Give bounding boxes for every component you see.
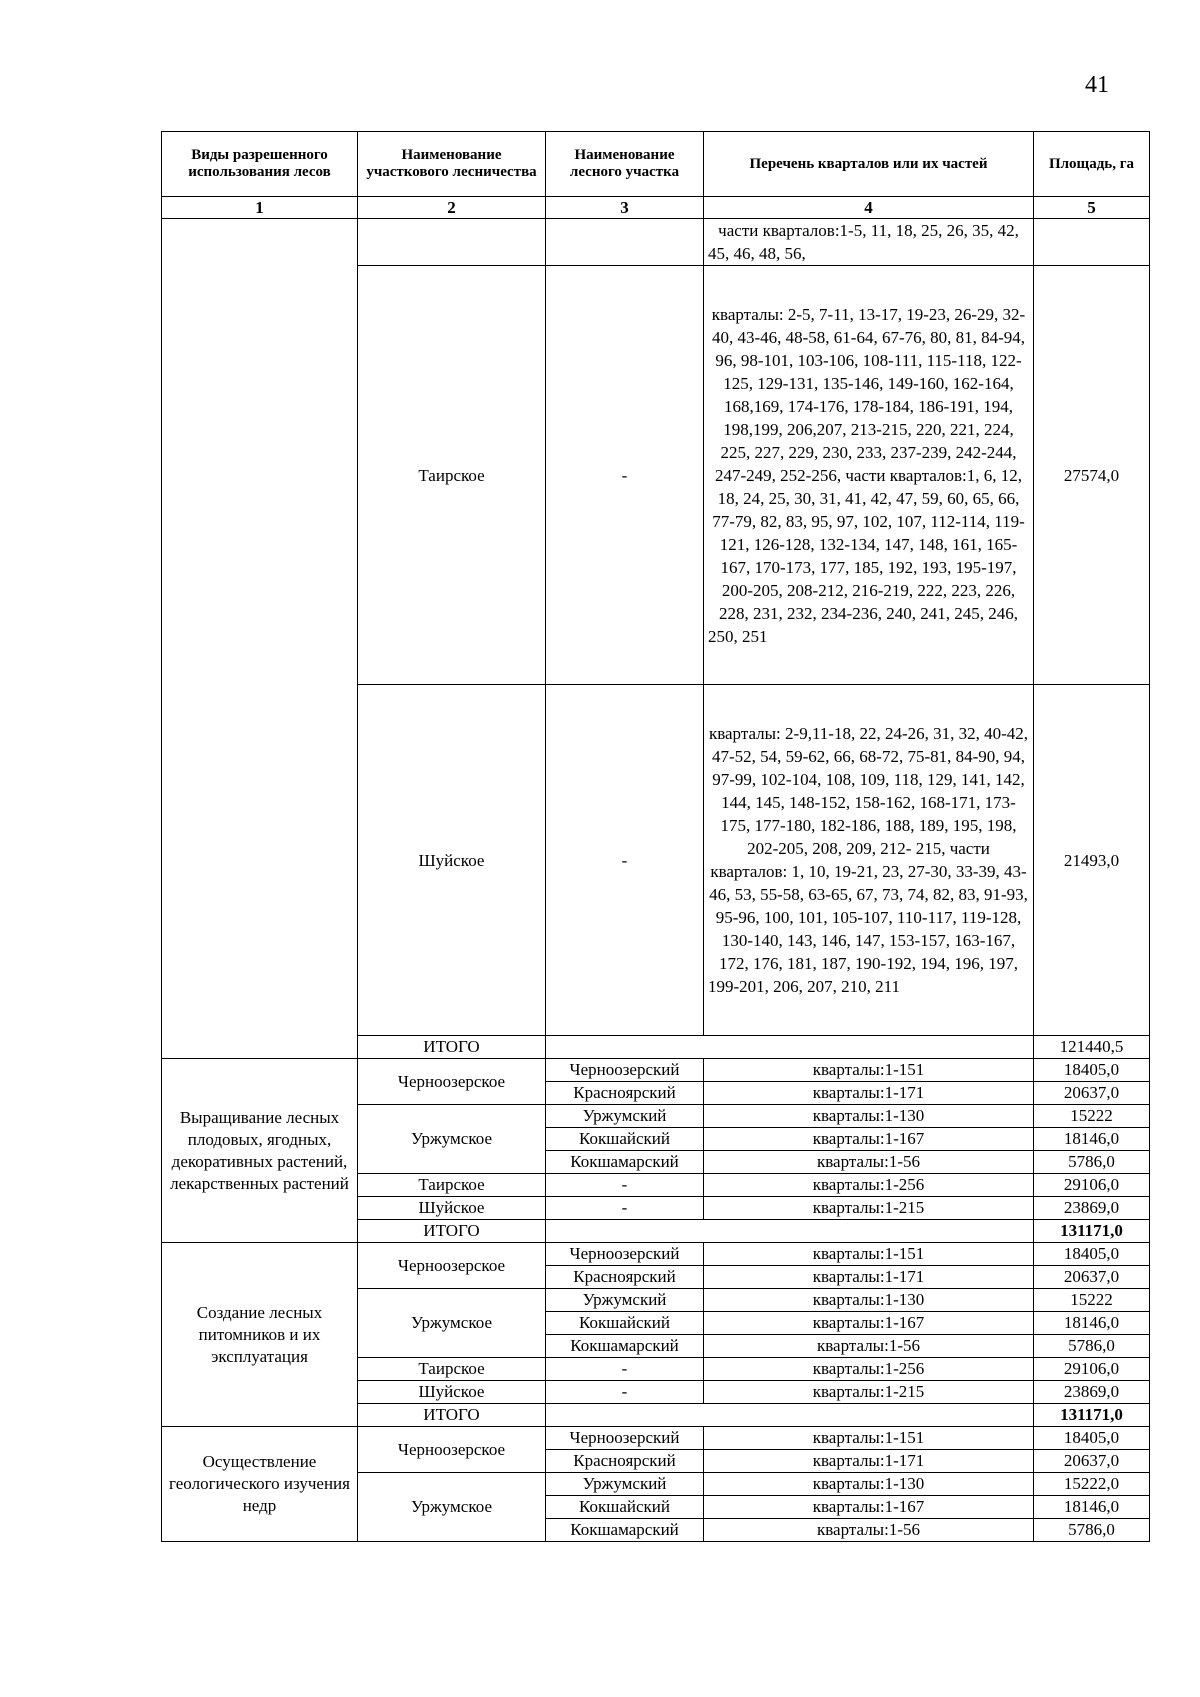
quarters-cell: кварталы:1-171	[704, 1266, 1034, 1289]
quarters-cell: кварталы:1-215	[704, 1197, 1034, 1220]
page-number: 41	[1085, 72, 1109, 98]
quarters-cell: кварталы:1-151	[704, 1427, 1034, 1450]
header-area: Площадь, га	[1034, 132, 1150, 197]
quarters-cell: кварталы:1-56	[704, 1151, 1034, 1174]
header-quarters: Перечень кварталов или их частей	[704, 132, 1034, 197]
quarters-list: части кварталов:1-5, 11, 18, 25, 26, 35, 42, 45, 46, 48, 56,	[704, 219, 1034, 266]
plot-name: -	[546, 266, 704, 685]
col-number: 4	[704, 197, 1034, 219]
forestry-name: Черноозерское	[358, 1427, 546, 1473]
area-value: 5786,0	[1034, 1519, 1150, 1542]
use-type-title: Создание лесных питомников и их эксплуатация	[162, 1243, 358, 1427]
total-label: ИТОГО	[358, 1036, 546, 1059]
total-empty	[546, 1220, 1034, 1243]
col-number: 1	[162, 197, 358, 219]
quarters-cell: кварталы:1-56	[704, 1519, 1034, 1542]
forestry-name: Черноозерское	[358, 1059, 546, 1105]
quarters-list: кварталы: 2-5, 7-11, 13-17, 19-23, 26-29, 32-40, 43-46, 48-58, 61-64, 67-76, 80, 81, 84-94, 96, 98-101, 103-106, 108-111, 115-118, 122-125, 129-131, 135-146, 149-160, 162-164, 168,169, 174-176, 178-184, 186-191, 194, 198,199, 206,207, 213-215, 220, 221, 224, 225, 227, 229, 230, 233, 237-239, 242-244, 247-249, 252-256, части кварталов:1, 6, 12, 18, 24, 25, 30, 31, 41, 42, 47, 59, 60, 65, 66, 77-79, 82, 83, 95, 97, 102, 107, 112-114, 119-121, 126-128, 132-134, 147, 148, 161, 165-167, 170-173, 177, 185, 192, 193, 195-197, 200-205, 208-212, 216-219, 222, 223, 226, 228, 231, 232, 234-236, 240, 241, 245, 246, 250, 251	[704, 266, 1034, 685]
plot-name: Кокшамарский	[546, 1519, 704, 1542]
plot-name: Кокшамарский	[546, 1335, 704, 1358]
total-empty	[546, 1036, 1034, 1059]
total-area: 121440,5	[1034, 1036, 1150, 1059]
forestry-name: Шуйское	[358, 685, 546, 1036]
area-value: 18405,0	[1034, 1427, 1150, 1450]
area-value: 5786,0	[1034, 1335, 1150, 1358]
use-type-cell	[162, 219, 358, 1059]
forestry-name: Черноозерское	[358, 1243, 546, 1289]
plot-name: Красноярский	[546, 1082, 704, 1105]
plot-name: Кокшайский	[546, 1496, 704, 1519]
forestry-name: Таирское	[358, 1174, 546, 1197]
quarters-cell: кварталы:1-215	[704, 1381, 1034, 1404]
quarters-cell: кварталы:1-171	[704, 1082, 1034, 1105]
quarters-cell: кварталы:1-130	[704, 1473, 1034, 1496]
area-value: 29106,0	[1034, 1358, 1150, 1381]
quarters-cell: кварталы:1-167	[704, 1312, 1034, 1335]
area-value: 18146,0	[1034, 1312, 1150, 1335]
forest-use-table	[161, 131, 1150, 1542]
forestry-name: Уржумское	[358, 1289, 546, 1358]
quarters-cell: кварталы:1-167	[704, 1128, 1034, 1151]
quarters-cell: кварталы:1-256	[704, 1174, 1034, 1197]
area-value: 15222	[1034, 1289, 1150, 1312]
area-value: 15222	[1034, 1105, 1150, 1128]
plot-name: -	[546, 1381, 704, 1404]
area-value: 5786,0	[1034, 1151, 1150, 1174]
header-use-type: Виды разрешенного использования лесов	[162, 132, 358, 197]
quarters-cell: кварталы:1-171	[704, 1450, 1034, 1473]
header-forestry: Наименование участкового лесничества	[358, 132, 546, 197]
area-value: 27574,0	[1034, 266, 1150, 685]
plot-name: -	[546, 1174, 704, 1197]
plot-name: Кокшайский	[546, 1128, 704, 1151]
plot-name: -	[546, 1358, 704, 1381]
forestry-name: Уржумское	[358, 1105, 546, 1174]
quarters-cell: кварталы:1-130	[704, 1289, 1034, 1312]
table-row	[162, 219, 1150, 266]
header-plot: Наименование лесного участка	[546, 132, 704, 197]
col-number: 3	[546, 197, 704, 219]
plot-name: Красноярский	[546, 1266, 704, 1289]
total-label: ИТОГО	[358, 1404, 546, 1427]
plot-name: Уржумский	[546, 1473, 704, 1496]
area-value: 29106,0	[1034, 1174, 1150, 1197]
area-value: 15222,0	[1034, 1473, 1150, 1496]
total-area: 131171,0	[1034, 1220, 1150, 1243]
forestry-cell	[358, 219, 546, 266]
quarters-cell: кварталы:1-256	[704, 1358, 1034, 1381]
plot-name: Черноозерский	[546, 1427, 704, 1450]
area-value: 18146,0	[1034, 1496, 1150, 1519]
table-row	[162, 1059, 1150, 1082]
use-type-title: Осуществление геологического изучения недр	[162, 1427, 358, 1542]
quarters-cell: кварталы:1-167	[704, 1496, 1034, 1519]
column-number-row	[162, 197, 1150, 219]
table-row	[162, 1427, 1150, 1450]
use-type-title: Выращивание лесных плодовых, ягодных, декоративных растений, лекарственных растений	[162, 1059, 358, 1243]
header-row	[162, 132, 1150, 197]
forestry-name: Таирское	[358, 1358, 546, 1381]
plot-name: Черноозерский	[546, 1059, 704, 1082]
total-empty	[546, 1404, 1034, 1427]
quarters-cell: кварталы:1-130	[704, 1105, 1034, 1128]
total-label: ИТОГО	[358, 1220, 546, 1243]
quarters-list: кварталы: 2-9,11-18, 22, 24-26, 31, 32, 40-42, 47-52, 54, 59-62, 66, 68-72, 75-81, 84-90, 94, 97-99, 102-104, 108, 109, 118, 129, 141, 142, 144, 145, 148-152, 158-162, 168-171, 173-175, 177-180, 182-186, 188, 189, 195, 198, 202-205, 208, 209, 212- 215, части кварталов: 1, 10, 19-21, 23, 27-30, 33-39, 43-46, 53, 55-58, 63-65, 67, 73, 74, 82, 83, 91-93, 95-96, 100, 101, 105-107, 110-117, 119-128, 130-140, 143, 146, 147, 153-157, 163-167, 172, 176, 181, 187, 190-192, 194, 196, 197, 199-201, 206, 207, 210, 211	[704, 685, 1034, 1036]
area-value: 23869,0	[1034, 1197, 1150, 1220]
quarters-cell: кварталы:1-151	[704, 1243, 1034, 1266]
area-value: 20637,0	[1034, 1266, 1150, 1289]
plot-name: Кокшайский	[546, 1312, 704, 1335]
plot-cell	[546, 219, 704, 266]
forestry-name: Шуйское	[358, 1381, 546, 1404]
col-number: 5	[1034, 197, 1150, 219]
plot-name: Кокшамарский	[546, 1151, 704, 1174]
total-area: 131171,0	[1034, 1404, 1150, 1427]
forestry-name: Таирское	[358, 266, 546, 685]
forestry-name: Шуйское	[358, 1197, 546, 1220]
area-value: 18405,0	[1034, 1059, 1150, 1082]
area-value: 18146,0	[1034, 1128, 1150, 1151]
plot-name: -	[546, 1197, 704, 1220]
quarters-cell: кварталы:1-151	[704, 1059, 1034, 1082]
table-row	[162, 1243, 1150, 1266]
quarters-cell: кварталы:1-56	[704, 1335, 1034, 1358]
forestry-name: Уржумское	[358, 1473, 546, 1542]
plot-name: Красноярский	[546, 1450, 704, 1473]
area-value: 20637,0	[1034, 1082, 1150, 1105]
plot-name: -	[546, 685, 704, 1036]
area-value: 18405,0	[1034, 1243, 1150, 1266]
area-value: 20637,0	[1034, 1450, 1150, 1473]
area-cell	[1034, 219, 1150, 266]
plot-name: Уржумский	[546, 1105, 704, 1128]
plot-name: Черноозерский	[546, 1243, 704, 1266]
plot-name: Уржумский	[546, 1289, 704, 1312]
col-number: 2	[358, 197, 546, 219]
area-value: 21493,0	[1034, 685, 1150, 1036]
area-value: 23869,0	[1034, 1381, 1150, 1404]
